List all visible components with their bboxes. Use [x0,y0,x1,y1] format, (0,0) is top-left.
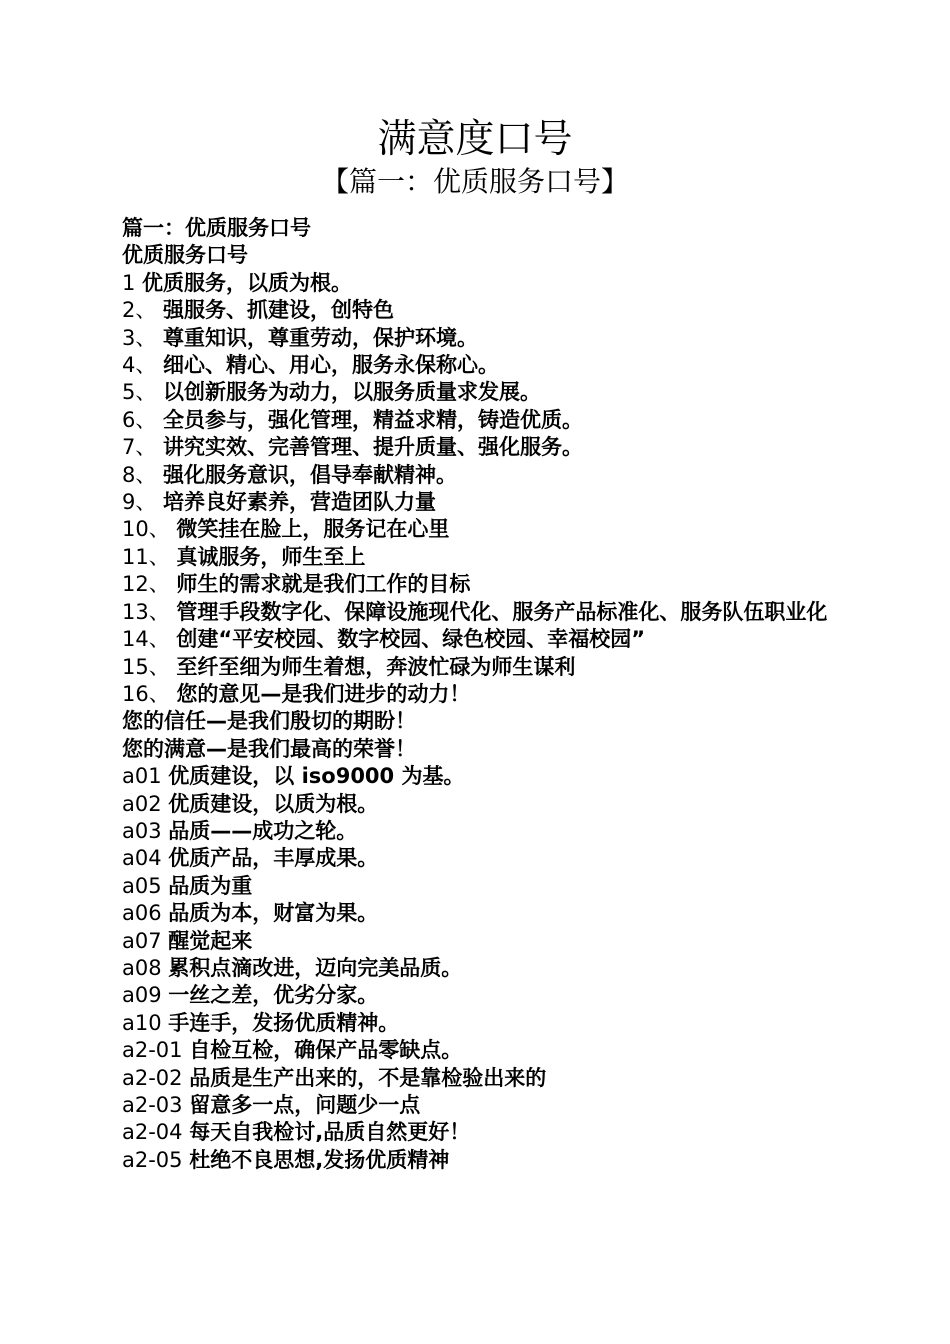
slogan-text: 培养良好素养，营造团队力量 [163,490,437,515]
slogan-line [116,791,836,818]
slogan-number: 16、 [122,681,177,706]
slogan-number: 15、 [122,654,177,679]
slogan-line [116,270,836,297]
document-title: 满意度口号 [377,117,573,162]
slogan-line [116,845,836,872]
slogan-text: 管理手段数字化、保障设施现代化、服务产品标准化、服务队伍职业化 [176,599,828,624]
slogan-text: 品质——成功之轮。 [168,818,358,843]
slogan-line [116,982,836,1009]
slogan-text: 优质产品，丰厚成果。 [168,846,379,871]
slogan-number: a2-04 [122,1120,190,1145]
slogan-text: 强服务、抓建设，创特色 [163,298,395,323]
slogan-text: 每天自我检讨,品质自然更好！ [189,1120,471,1145]
slogan-number: 2、 [122,298,164,323]
slogan-line [116,434,836,461]
slogan-line [116,900,836,927]
slogan-text: 您的意见—是我们进步的动力！ [176,681,471,706]
slogan-line [116,1147,836,1174]
slogan-line [116,489,836,516]
document-subtitle: 【篇一：优质服务口号】 [320,165,629,198]
slogan-number: a01 [122,764,169,789]
slogan-text: 优质建设，以 iso9000 为基。 [168,764,465,789]
slogan-number: 3、 [122,325,164,350]
slogan-text: 微笑挂在脸上，服务记在心里 [176,517,450,542]
slogan-text: 创建“平安校园、数字校园、绿色校园、幸福校园” [176,627,646,652]
slogan-line [116,379,836,406]
slogan-line [116,873,836,900]
slogan-line [116,1065,836,1092]
slogan-line [116,242,836,269]
slogan-number: 10、 [122,517,177,542]
slogan-number: a05 [122,873,169,898]
slogan-number: 5、 [122,380,164,405]
slogan-text: 您的满意—是我们最高的荣誉！ [122,736,416,761]
slogan-number: a04 [122,846,169,871]
slogan-line [116,407,836,434]
slogan-line [116,599,836,626]
slogan-number: 12、 [122,572,177,597]
slogan-line [116,1037,836,1064]
slogan-number: a02 [122,791,169,816]
slogan-text: 累积点滴改进，迈向完美品质。 [168,955,463,980]
slogan-number: 13、 [122,599,177,624]
slogan-number: 6、 [122,407,164,432]
slogan-number: a2-05 [122,1147,190,1172]
slogan-text: 品质为重 [168,873,253,898]
slogan-text: 强化服务意识，倡导奉献精神。 [163,462,458,487]
slogan-text: 留意多一点，问题少一点 [189,1093,421,1117]
slogan-number: 1 [122,270,143,295]
slogan-line [116,325,836,352]
slogan-text: 师生的需求就是我们工作的目标 [176,572,471,597]
slogan-number: 14、 [122,627,177,652]
slogan-line [116,571,836,598]
slogan-text: 醒觉起来 [168,928,253,953]
slogan-line [116,818,836,845]
slogan-line [116,352,836,379]
slogan-number: a2-03 [122,1093,190,1117]
slogan-text: 手连手，发扬优质精神。 [168,1010,400,1035]
slogan-number: 9、 [122,490,164,515]
slogan-number: 7、 [122,435,164,460]
slogan-number: a03 [122,818,169,843]
slogan-number: 4、 [122,353,164,378]
slogan-line [116,626,836,653]
slogan-number: a08 [122,955,169,980]
slogan-number: 8、 [122,462,164,487]
slogan-line [116,1092,836,1119]
slogan-text: 至纤至细为师生着想，奔波忙碌为师生谋利 [176,654,576,679]
slogan-line [116,736,836,763]
slogan-number: a07 [122,928,169,953]
slogan-line [116,681,836,708]
slogan-text: 优质服务口号 [122,243,248,268]
slogan-list [116,215,836,1174]
slogan-text: 细心、精心、用心，服务永保称心。 [163,353,500,378]
slogan-line [116,516,836,543]
slogan-number: 11、 [122,544,177,569]
slogan-line [116,763,836,790]
slogan-line [116,297,836,324]
slogan-text: 篇一：优质服务口号 [122,216,311,240]
slogan-line [116,955,836,982]
slogan-line [116,928,836,955]
slogan-line [116,544,836,571]
slogan-text: 优质服务，以质为根。 [142,270,353,295]
slogan-text: 优质建设，以质为根。 [168,791,379,816]
slogan-number: a06 [122,901,169,926]
slogan-text: 讲究实效、完善管理、提升质量、强化服务。 [163,435,584,460]
slogan-text: 自检互检，确保产品零缺点。 [189,1038,463,1063]
slogan-line [116,462,836,489]
slogan-text: 全员参与，强化管理，精益求精，铸造优质。 [163,407,584,432]
slogan-number: a09 [122,983,169,1008]
slogan-number: a2-01 [122,1038,190,1063]
slogan-line [116,215,836,242]
slogan-line [116,708,836,735]
slogan-text: 杜绝不良思想,发扬优质精神 [189,1147,450,1172]
slogan-text: 一丝之差，优劣分家。 [168,983,379,1008]
slogan-text: 尊重知识，尊重劳动，保护环境。 [163,325,479,350]
slogan-number: a10 [122,1010,169,1035]
slogan-text: 以创新服务为动力，以服务质量求发展。 [163,380,542,405]
slogan-line [116,1119,836,1146]
slogan-number: a2-02 [122,1065,190,1090]
slogan-text: 品质为本，财富为果。 [168,901,379,926]
slogan-line [116,654,836,681]
slogan-text: 真诚服务，师生至上 [176,544,366,569]
slogan-text: 品质是生产出来的，不是靠检验出来的 [189,1065,547,1090]
slogan-line [116,1010,836,1037]
slogan-text: 您的信任—是我们殷切的期盼！ [122,709,416,734]
